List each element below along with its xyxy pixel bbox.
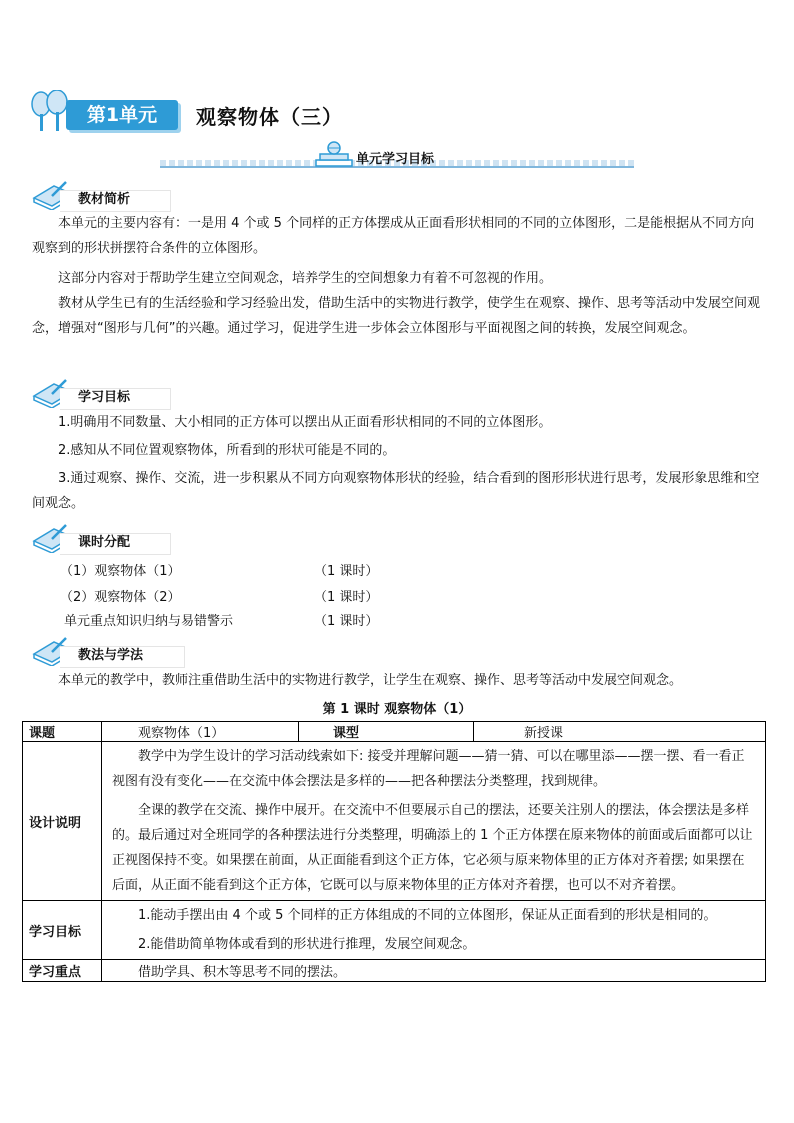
focus-value: 借助学具、积木等思考不同的摆法。 bbox=[102, 960, 766, 982]
section-header-methods bbox=[32, 636, 172, 666]
schedule-name: 单元重点知识归纳与易错警示 bbox=[64, 614, 234, 629]
design-label: 设计说明 bbox=[23, 742, 102, 901]
schedule-name: （2）观察物体（2） bbox=[60, 590, 181, 605]
unit-title: 观察物体（三） bbox=[196, 105, 343, 129]
section-heading: 学习目标 bbox=[78, 390, 131, 405]
topic-label: 课题 bbox=[23, 722, 102, 742]
goal-item: 1.明确用不同数量、大小相同的正方体可以摆出从正面看形状相同的不同的立体图形。 bbox=[58, 415, 552, 430]
tree-icon bbox=[30, 90, 70, 132]
topic-value: 观察物体（1） bbox=[102, 722, 299, 742]
lesson-title: 第 1 课时 观察物体（1） bbox=[322, 702, 472, 717]
section-header-textbook-analysis bbox=[32, 180, 172, 210]
section-header-learning-goals bbox=[32, 378, 172, 408]
unit-badge: 第1单元 bbox=[66, 100, 178, 130]
schedule-hours: （1 课时） bbox=[314, 564, 379, 579]
lesson-table bbox=[22, 721, 766, 982]
design-cell bbox=[102, 742, 766, 901]
section-header-schedule bbox=[32, 523, 172, 553]
section-heading: 教材简析 bbox=[78, 192, 131, 207]
unit-goals-banner: 单元学习目标 bbox=[356, 152, 435, 167]
goals-cell bbox=[102, 901, 766, 960]
paragraph: 本单元的教学中，教师注重借助生活中的实物进行教学，让学生在观察、操作、思考等活动中发展空间观念。 bbox=[58, 673, 683, 688]
type-label: 课型 bbox=[299, 722, 474, 742]
lesson-goal: 2.能借助简单物体或看到的形状进行推理，发展空间观念。 bbox=[138, 937, 476, 952]
lesson-goal: 1.能动手摆出由 4 个或 5 个同样的正方体组成的不同的立体图形，保证从正面看到的形状是相同的。 bbox=[138, 908, 717, 923]
goal-item: 2.感知从不同位置观察物体，所看到的形状可能是不同的。 bbox=[58, 443, 396, 458]
schedule-hours: （1 课时） bbox=[314, 590, 379, 605]
schedule-hours: （1 课时） bbox=[314, 614, 379, 629]
type-value: 新授课 bbox=[474, 722, 766, 742]
goal-item: 3.通过观察、操作、交流，进一步积累从不同方向观察物体形状的经验，结合看到的图形形状进行思考，发展形象思维和空间观念。 bbox=[32, 471, 760, 511]
books-globe-icon bbox=[312, 140, 356, 172]
paragraph: 本单元的主要内容有：一是用 4 个或 5 个同样的正方体摆成从正面看形状相同的不同的立体图形，二是能根据从不同方向观察到的形状拼摆符合条件的立体图形。 bbox=[32, 216, 755, 256]
paragraph: 这部分内容对于帮助学生建立空间观念，培养学生的空间想象力有着不可忽视的作用。 bbox=[58, 271, 553, 286]
design-paragraph: 全课的教学在交流、操作中展开。在交流中不但要展示自己的摆法，还要关注别人的摆法，体会摆法是多样的。最后通过对全班同学的各种摆法进行分类整理，明确添上的 1 个正方体摆在原来物体的前面或后面都可以让正视图保持不变。如果摆在前面，从正面能看到这个正方体，它必须与原来物体里的正方体对齐着摆; 如果摆在后面，从正面不能看到这个正方体，它既可以与原来物体里的正方体对齐着摆，也可以不对齐着摆。 bbox=[112, 803, 753, 893]
section-heading: 课时分配 bbox=[78, 535, 131, 550]
section-heading: 教法与学法 bbox=[78, 648, 144, 663]
focus-label: 学习重点 bbox=[23, 960, 102, 982]
schedule-name: （1）观察物体（1） bbox=[60, 564, 181, 579]
design-paragraph: 教学中为学生设计的学习活动线索如下: 接受并理解问题——猜一猜、可以在哪里添——摆一摆、看一看正视图有没有变化——在交流中体会摆法是多样的——把各种摆法分类整理，找到规律。 bbox=[112, 749, 745, 789]
paragraph: 教材从学生已有的生活经验和学习经验出发，借助生活中的实物进行教学，使学生在观察、操作、思考等活动中发展空间观念，增强对“图形与几何”的兴趣。通过学习，促进学生进一步体会立体图形与平面视图之间的转换，发展空间观念。 bbox=[32, 296, 761, 336]
goals-label: 学习目标 bbox=[23, 901, 102, 960]
